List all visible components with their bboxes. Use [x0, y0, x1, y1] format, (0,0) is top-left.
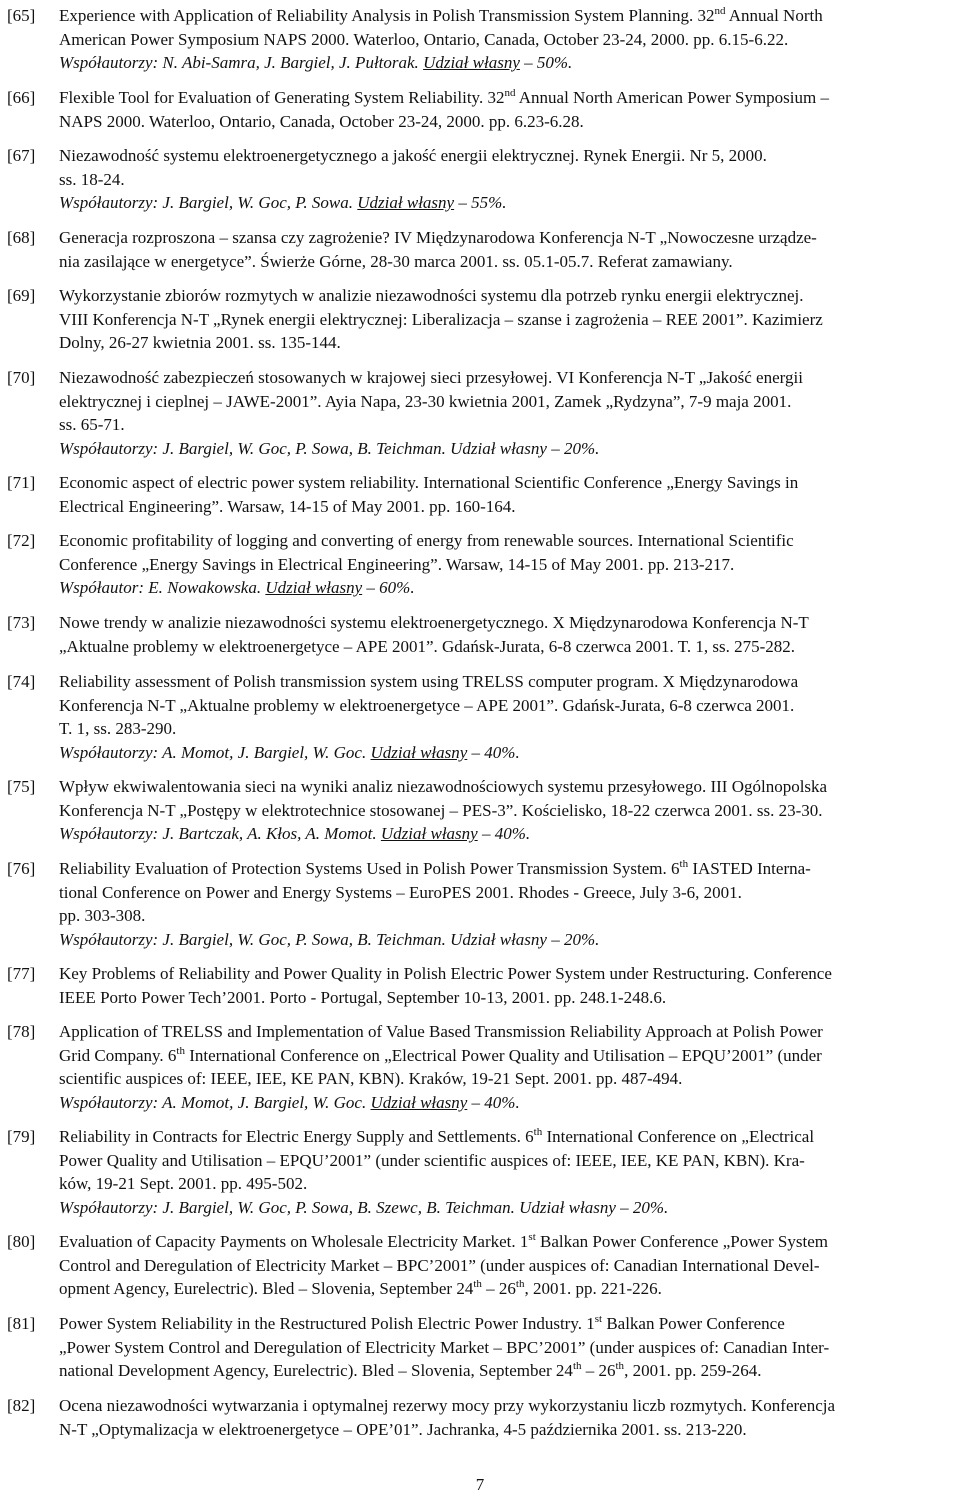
- text-segment: Key Problems of Reliability and Power Quality in Polish Electric Power System under Restructuring. Conference: [59, 964, 832, 983]
- text-segment: Economic profitability of logging and converting of energy from renewable sources. International Scientific: [59, 531, 794, 550]
- reference-line: [59, 1312, 937, 1336]
- text-segment: Współautorzy: J. Bartczak, A. Kłos, A. Momot.: [59, 824, 381, 844]
- text-segment: Experience with Application of Reliability Analysis in Polish Transmission System Planning. 32: [59, 6, 715, 25]
- ordinal-superscript: st: [528, 1231, 536, 1243]
- text-segment: tional Conference on Power and Energy Systems – EuroPES 2001. Rhodes - Greece, July 3-6, 2001.: [59, 882, 742, 902]
- reference-line: [59, 250, 937, 274]
- reference-line: [59, 1394, 937, 1418]
- reference-text: [59, 611, 937, 658]
- reference-text: [59, 670, 937, 764]
- reference-entry: [7, 670, 937, 764]
- text-segment: ss. 65-71.: [59, 415, 125, 435]
- reference-number: [67]: [7, 146, 36, 165]
- reference-text: [59, 962, 937, 1009]
- text-segment: – 60%.: [362, 578, 415, 598]
- reference-entry: [7, 1230, 937, 1301]
- reference-line: [59, 529, 937, 553]
- reference-line: [59, 717, 937, 741]
- text-segment: International Conference on „Electrical Power Quality and Utilisation – EPQU’2001” (under: [184, 1045, 822, 1065]
- text-segment: – 26: [481, 1279, 516, 1299]
- reference-number: [81]: [7, 1314, 36, 1333]
- text-segment: Control and Deregulation of Electricity Market – BPC’2001” (under auspices of: Canadian International Devel-: [59, 1255, 820, 1275]
- reference-line: [59, 471, 937, 495]
- reference-line: [59, 962, 937, 986]
- reference-number: [65]: [7, 6, 36, 25]
- text-segment: Dolny, 26-27 kwietnia 2001. ss. 135-144.: [59, 333, 341, 353]
- text-segment: Udział własny: [423, 53, 520, 73]
- reference-text: [59, 284, 937, 355]
- reference-line: [59, 1196, 937, 1220]
- reference-line: [59, 694, 937, 718]
- ordinal-superscript: th: [572, 1360, 582, 1373]
- text-segment: Udział własny: [370, 742, 468, 762]
- reference-line: [59, 928, 937, 952]
- ordinal-superscript: nd: [714, 5, 726, 17]
- text-segment: Annual North: [725, 6, 823, 25]
- text-segment: ków, 19-21 Sept. 2001. pp. 495-502.: [59, 1174, 308, 1194]
- text-segment: T. 1, ss. 283-290.: [59, 719, 177, 739]
- text-segment: opment Agency, Eurelectric). Bled – Slovenia, September 24: [59, 1279, 474, 1299]
- text-segment: Reliability in Contracts for Electric Energy Supply and Settlements. 6: [59, 1127, 534, 1146]
- reference-line: [59, 904, 937, 928]
- text-segment: ss. 18-24.: [59, 169, 125, 189]
- text-segment: Współautorzy: A. Momot, J. Bargiel, W. Goc.: [59, 1092, 371, 1112]
- text-segment: Conference „Energy Savings in Electrical Engineering”. Warsaw, 14-15 of May 2001. pp. 213-217.: [59, 554, 735, 574]
- text-segment: Power Quality and Utilisation – EPQU’2001” (under scientific auspices of: IEEE, IEE, KE PAN, KBN). Kra-: [59, 1150, 805, 1170]
- text-segment: Application of TRELSS and Implementation of Value Based Transmission Reliability Approach at Polish Power: [59, 1022, 823, 1041]
- ordinal-superscript: th: [533, 1126, 543, 1138]
- ordinal-superscript: th: [615, 1360, 625, 1373]
- reference-line: [59, 1067, 937, 1091]
- reference-line: [59, 1230, 937, 1254]
- text-segment: Konferencja N-T „Aktualne problemy w elektroenergetyce – APE 2001”. Gdańsk-Jurata, 6-8 czerwca 2001.: [59, 695, 795, 715]
- reference-entry: [7, 529, 937, 600]
- reference-text: [59, 1125, 937, 1219]
- text-segment: elektrycznej i cieplnej – JAWE-2001”. Ayia Napa, 23-30 kwietnia 2001, Zamek „Rydzyna”, 7-9 maja 2001.: [59, 391, 792, 411]
- text-segment: Współautorzy: J. Bargiel, W. Goc, P. Sowa, B. Teichman. Udział własny – 20%.: [59, 438, 600, 458]
- reference-line: [59, 857, 937, 881]
- text-segment: „Power System Control and Deregulation of Electricity Market – BPC’2001” (under auspices of: Canadian Inter-: [59, 1337, 830, 1357]
- reference-number: [72]: [7, 531, 36, 550]
- text-segment: International Conference on „Electrical: [542, 1127, 815, 1146]
- reference-line: [59, 495, 937, 519]
- reference-text: [59, 471, 937, 518]
- reference-number: [71]: [7, 473, 36, 492]
- reference-entry: [7, 284, 937, 355]
- ordinal-superscript: th: [515, 1278, 525, 1291]
- reference-line: [59, 1091, 937, 1115]
- reference-number: [80]: [7, 1232, 36, 1251]
- text-segment: NAPS 2000. Waterloo, Ontario, Canada, October 23-24, 2000. pp. 6.23-6.28.: [59, 111, 584, 131]
- text-segment: Ocena niezawodności wytwarzania i optymalnej rezerwy mocy przy wykorzystaniu liczb rozmytych. Konferencja: [59, 1396, 836, 1415]
- reference-number: [68]: [7, 228, 36, 247]
- text-segment: , 2001. pp. 259-264.: [624, 1361, 762, 1381]
- text-segment: „Aktualne problemy w elektroenergetyce – APE 2001”. Gdańsk-Jurata, 6-8 czerwca 2001. T. 1, ss. 275-282.: [59, 636, 795, 656]
- reference-entry: [7, 775, 937, 846]
- text-segment: Evaluation of Capacity Payments on Wholesale Electricity Market. 1: [59, 1232, 529, 1251]
- text-segment: – 40%.: [467, 742, 520, 762]
- text-segment: – 55%.: [454, 193, 507, 213]
- reference-text: [59, 529, 937, 600]
- reference-line: [59, 331, 937, 355]
- reference-line: [59, 741, 937, 765]
- text-segment: – 40%.: [467, 1092, 520, 1112]
- text-segment: Udział własny: [380, 824, 478, 844]
- reference-number: [66]: [7, 88, 36, 107]
- reference-text: [59, 86, 937, 133]
- reference-number: [73]: [7, 613, 36, 632]
- text-segment: Udział własny: [357, 193, 455, 213]
- page-number: 7: [475, 1475, 485, 1494]
- text-segment: Generacja rozproszona – szansa czy zagrożenie? IV Międzynarodowa Konferencja N-T „Nowoczesne urządze-: [59, 228, 817, 247]
- reference-line: [59, 1418, 937, 1442]
- text-segment: Współautorzy: A. Momot, J. Bargiel, W. Goc.: [59, 742, 371, 762]
- reference-number: [78]: [7, 1022, 36, 1041]
- reference-number: [75]: [7, 777, 36, 796]
- text-segment: Współautorzy: J. Bargiel, W. Goc, P. Sowa, B. Szewc, B. Teichman. Udział własny – 20%.: [59, 1197, 669, 1217]
- reference-line: [59, 86, 937, 110]
- reference-line: [59, 1020, 937, 1044]
- ordinal-superscript: nd: [504, 87, 516, 99]
- reference-text: [59, 1394, 937, 1441]
- reference-line: [59, 822, 937, 846]
- reference-number: [70]: [7, 368, 36, 387]
- reference-line: [59, 28, 937, 52]
- reference-line: [59, 284, 937, 308]
- reference-text: [59, 775, 937, 846]
- reference-line: [59, 1044, 937, 1068]
- text-segment: Współautor: E. Nowakowska.: [59, 578, 266, 598]
- text-segment: American Power Symposium NAPS 2000. Waterloo, Ontario, Canada, October 23-24, 2000. pp. 6.15-6.22.: [59, 29, 789, 49]
- reference-line: [59, 553, 937, 577]
- reference-line: [59, 110, 937, 134]
- reference-entry: [7, 144, 937, 215]
- reference-entry: [7, 86, 937, 133]
- reference-text: [59, 1020, 937, 1114]
- text-segment: – 50%.: [519, 53, 573, 73]
- ordinal-superscript: th: [176, 1044, 185, 1057]
- reference-line: [59, 366, 937, 390]
- text-segment: Konferencja N-T „Postępy w elektrotechnice stosowanej – PES-3”. Kościelisko, 18-22 czerwca 2001. ss. 23-30.: [59, 800, 823, 820]
- text-segment: Współautorzy: N. Abi-Samra, J. Bargiel, J. Pułtorak.: [59, 53, 424, 73]
- reference-entry: [7, 857, 937, 951]
- text-segment: Udział własny: [265, 578, 363, 598]
- reference-text: [59, 366, 937, 460]
- text-segment: Wpływ ekwiwalentowania sieci na wyniki analiz niezawodnościowych systemu przesyłowego. III Ogólnopolska: [59, 777, 828, 796]
- reference-line: [59, 1336, 937, 1360]
- text-segment: Nowe trendy w analizie niezawodności systemu elektroenergetycznego. X Międzynarodowa Konferencja N-T: [59, 613, 809, 632]
- reference-line: [59, 413, 937, 437]
- reference-line: [59, 635, 937, 659]
- reference-line: [59, 144, 937, 168]
- reference-entry: [7, 471, 937, 518]
- reference-text: [59, 1312, 937, 1383]
- text-segment: Reliability assessment of Polish transmission system using TRELSS computer program. X Międzynarodowa: [59, 672, 799, 691]
- reference-line: [59, 4, 937, 28]
- reference-number: [77]: [7, 964, 36, 983]
- reference-line: [59, 1277, 937, 1301]
- reference-entry: [7, 4, 937, 75]
- text-segment: national Development Agency, Eurelectric). Bled – Slovenia, September 24: [59, 1361, 573, 1381]
- ordinal-superscript: st: [594, 1313, 603, 1325]
- reference-line: [59, 986, 937, 1010]
- reference-number: [82]: [7, 1396, 36, 1415]
- reference-line: [59, 670, 937, 694]
- ordinal-superscript: th: [473, 1278, 482, 1291]
- reference-entry: [7, 1312, 937, 1383]
- text-segment: Flexible Tool for Evaluation of Generating System Reliability. 32: [59, 88, 505, 107]
- reference-line: [59, 576, 937, 600]
- reference-text: [59, 4, 937, 75]
- text-segment: Udział własny: [370, 1092, 468, 1112]
- reference-line: [59, 611, 937, 635]
- reference-line: [59, 799, 937, 823]
- reference-text: [59, 857, 937, 951]
- text-segment: Economic aspect of electric power system reliability. International Scientific Conference „Energy Savings in: [59, 473, 799, 492]
- reference-line: [59, 881, 937, 905]
- reference-line: [59, 191, 937, 215]
- reference-line: [59, 1359, 937, 1383]
- reference-line: [59, 775, 937, 799]
- text-segment: Niezawodność zabezpieczeń stosowanych w krajowej sieci przesyłowej. VI Konferencja N-T „Jakość energii: [59, 368, 803, 387]
- reference-entry: [7, 1125, 937, 1219]
- text-segment: N-T „Optymalizacja w elektroenergetyce – OPE’01”. Jachranka, 4-5 października 2001. ss. 213-220.: [59, 1419, 747, 1439]
- text-segment: Niezawodność systemu elektroenergetycznego a jakość energii elektrycznej. Rynek Energii. Nr 5, 2000.: [59, 146, 767, 165]
- reference-entry: [7, 226, 937, 273]
- reference-line: [59, 51, 937, 75]
- text-segment: pp. 303-308.: [59, 906, 146, 926]
- reference-number: [76]: [7, 859, 36, 878]
- reference-entry: [7, 962, 937, 1009]
- text-segment: – 26: [581, 1361, 616, 1381]
- text-segment: – 40%.: [477, 824, 531, 844]
- text-segment: nia zasilające w energetyce”. Świerże Górne, 28-30 marca 2001. ss. 05.1-05.7. Referat zamawiany.: [59, 251, 733, 271]
- reference-text: [59, 144, 937, 215]
- text-segment: IASTED Interna-: [688, 859, 811, 878]
- text-segment: Wykorzystanie zbiorów rozmytych w analizie niezawodności systemu dla potrzeb rynku energii elektrycznej.: [59, 286, 804, 305]
- reference-line: [59, 1172, 937, 1196]
- text-segment: Balkan Power Conference „Power System: [535, 1232, 828, 1251]
- reference-line: [59, 168, 937, 192]
- reference-number: [74]: [7, 672, 36, 691]
- text-segment: IEEE Porto Power Tech’2001. Porto - Portugal, September 10-13, 2001. pp. 248.1-248.6.: [59, 987, 667, 1007]
- reference-entry: [7, 611, 937, 658]
- reference-line: [59, 226, 937, 250]
- text-segment: VIII Konferencja N-T „Rynek energii elektrycznej: Liberalizacja – szanse i zagrożenia – REE 2001”. Kazimierz: [59, 309, 823, 329]
- reference-entry: [7, 1394, 937, 1441]
- reference-number: [69]: [7, 286, 36, 305]
- text-segment: Współautorzy: J. Bargiel, W. Goc, P. Sowa, B. Teichman. Udział własny – 20%.: [59, 929, 600, 949]
- reference-line: [59, 1254, 937, 1278]
- reference-text: [59, 1230, 937, 1301]
- reference-line: [59, 1125, 937, 1149]
- reference-line: [59, 1149, 937, 1173]
- text-segment: Współautorzy: J. Bargiel, W. Goc, P. Sowa.: [59, 193, 358, 213]
- text-segment: scientific auspices of: IEEE, IEE, KE PAN, KBN). Kraków, 19-21 Sept. 2001. pp. 487-494.: [59, 1069, 683, 1089]
- reference-text: [59, 226, 937, 273]
- text-segment: Annual North American Power Symposium –: [515, 88, 829, 107]
- reference-line: [59, 308, 937, 332]
- text-segment: Power System Reliability in the Restructured Polish Electric Power Industry. 1: [59, 1314, 595, 1333]
- reference-entry: [7, 1020, 937, 1114]
- reference-entry: [7, 366, 937, 460]
- text-segment: Electrical Engineering”. Warsaw, 14-15 of May 2001. pp. 160-164.: [59, 496, 516, 516]
- text-segment: Reliability Evaluation of Protection Systems Used in Polish Power Transmission System. 6: [59, 859, 680, 878]
- text-segment: , 2001. pp. 221-226.: [524, 1279, 662, 1299]
- reference-line: [59, 437, 937, 461]
- text-segment: Balkan Power Conference: [602, 1314, 785, 1333]
- reference-line: [59, 390, 937, 414]
- ordinal-superscript: th: [679, 858, 689, 870]
- text-segment: Grid Company. 6: [59, 1045, 177, 1065]
- reference-number: [79]: [7, 1127, 36, 1146]
